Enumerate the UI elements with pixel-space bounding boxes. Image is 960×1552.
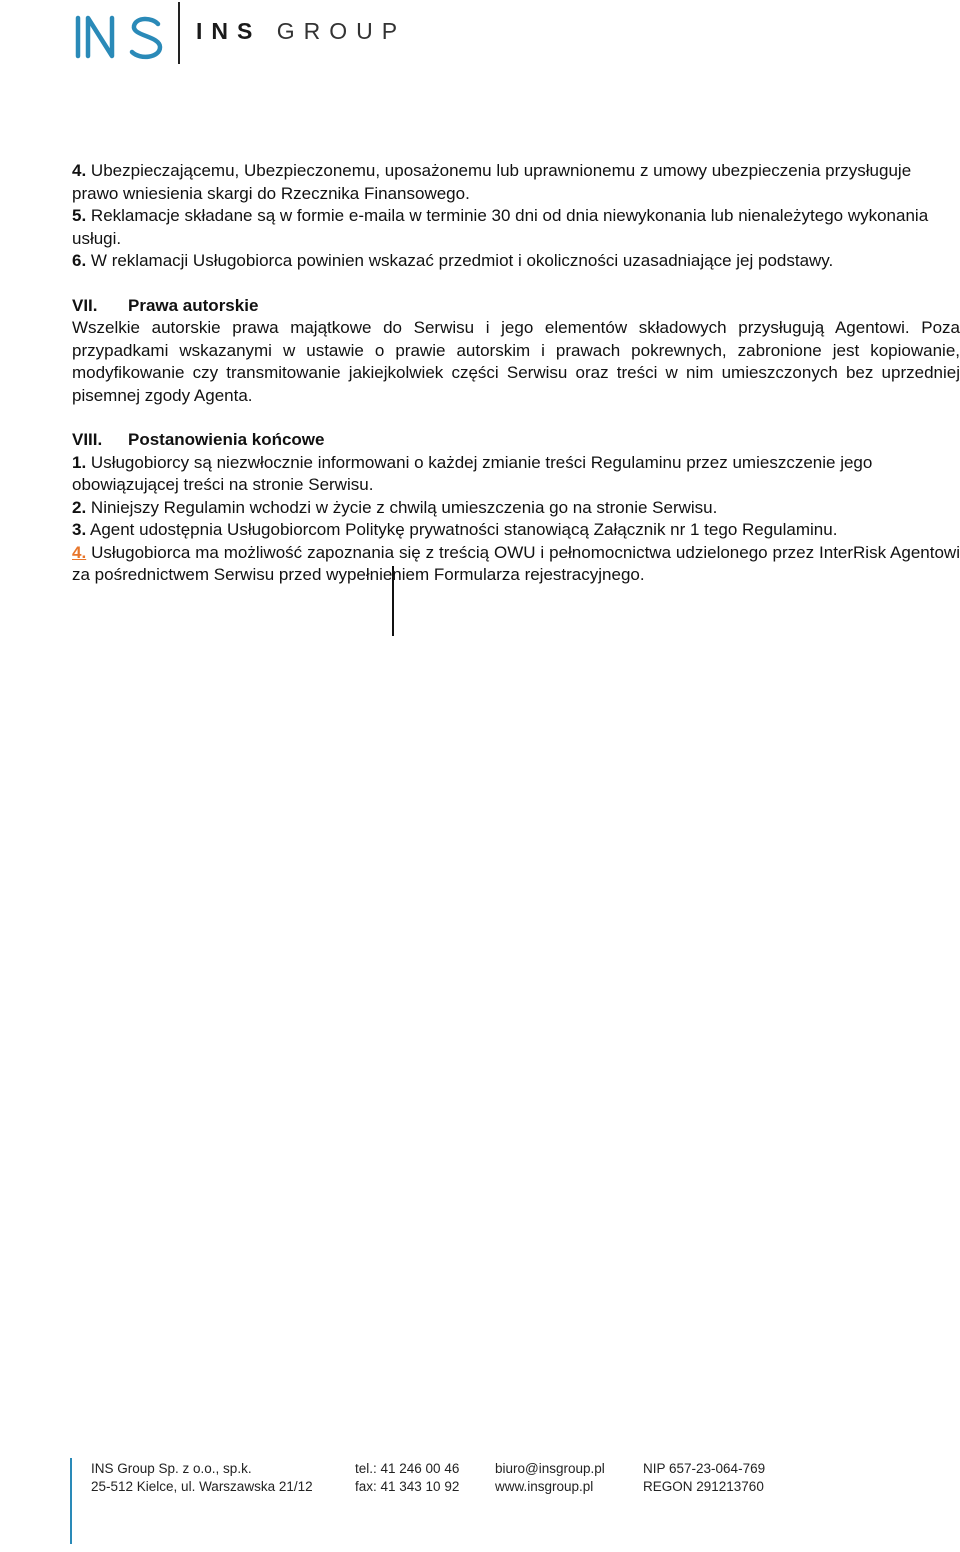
footer-company: INS Group Sp. z o.o., sp.k.	[91, 1461, 252, 1476]
item-number: 4.	[72, 161, 87, 180]
footer-registry-block	[643, 1460, 765, 1496]
section-heading-viii	[72, 429, 960, 452]
footer-divider	[70, 1458, 72, 1544]
section-title: Prawa autorskie	[128, 295, 259, 315]
wordmark-light: GROUP	[276, 18, 407, 44]
list-item	[72, 519, 960, 542]
item-text: Usługobiorca ma możliwość zapoznania się z treścią OWU i pełnomocnictwa udzielonego przez InterRisk Agentowi za pośrednictwem Serwisu przed wypełnieniem Formularza rejestracyjnego.	[72, 542, 960, 584]
item-text: Reklamacje składane są w formie e-maila w terminie 30 dni od dnia niewykonania lub nienależytego wykonania usługi.	[72, 206, 929, 248]
footer-fax: fax: 41 343 10 92	[355, 1479, 460, 1494]
section-heading-vii	[72, 295, 960, 318]
footer-web: www.insgroup.pl	[495, 1479, 594, 1494]
footer-address: 25-512 Kielce, ul. Warszawska 21/12	[91, 1479, 313, 1494]
footer-nip: NIP 657-23-064-769	[643, 1461, 766, 1476]
section-title: Postanowienia końcowe	[128, 430, 325, 449]
footer-email: biuro@insgroup.pl	[495, 1461, 605, 1476]
item-number: 6.	[72, 251, 87, 270]
footer-company-block	[91, 1460, 313, 1496]
company-wordmark	[196, 18, 406, 45]
wordmark-bold: INS	[196, 18, 262, 44]
logo-divider	[178, 2, 180, 64]
item-text: Ubezpieczającemu, Ubezpieczonemu, uposażonemu lub uprawnionemu z umowy ubezpieczenia przysługuje prawo wniesienia skargi do Rzecznika Finansowego.	[72, 161, 912, 203]
footer-phone-block	[355, 1460, 459, 1496]
item-text: Agent udostępnia Usługobiorcom Politykę prywatności stanowiącą Załącznik nr 1 tego Regulaminu.	[89, 520, 838, 539]
footer-tel: tel.: 41 246 00 46	[355, 1461, 460, 1476]
ins-logo-icon	[72, 4, 168, 66]
section-number: VIII.	[72, 430, 103, 449]
list-item	[72, 452, 960, 497]
item-text: Niniejszy Regulamin wchodzi w życie z chwilą umieszczenia go na stronie Serwisu.	[90, 497, 718, 517]
item-text: Usługobiorcy są niezwłocznie informowani o każdej zmianie treści Regulaminu przez umieszczenie jego obowiązującej treści na stronie Serwisu.	[72, 452, 873, 494]
section-paragraph: Wszelkie autorskie prawa majątkowe do Serwisu i jego elementów składowych przysługują Agentowi. Poza przypadkami wskazanymi w ustawie o prawie autorskim i prawach pokrewnych, zabronione jest kopiowanie, modyfikowanie czy transmitowanie jakiejkolwiek części Serwisu oraz treści w nim umieszczonych bez uprzedniej pisemnej zgody Agenta.	[72, 318, 960, 405]
item-number: 4.	[72, 542, 87, 562]
item-number: 2.	[72, 497, 87, 517]
item-number: 1.	[72, 452, 87, 472]
list-item	[72, 250, 960, 273]
item-number: 3.	[72, 520, 87, 539]
list-item	[72, 542, 960, 587]
item-number: 5.	[72, 206, 87, 225]
footer-regon: REGON 291213760	[643, 1479, 764, 1494]
item-text: W reklamacji Usługobiorca powinien wskazać przedmiot i okoliczności uzasadniające jej podstawy.	[90, 251, 834, 270]
list-item	[72, 497, 960, 520]
footer-contact-block	[495, 1460, 605, 1496]
section-number: VII.	[72, 295, 98, 315]
list-item	[72, 160, 960, 205]
list-item	[72, 205, 960, 250]
document-body	[72, 160, 960, 587]
